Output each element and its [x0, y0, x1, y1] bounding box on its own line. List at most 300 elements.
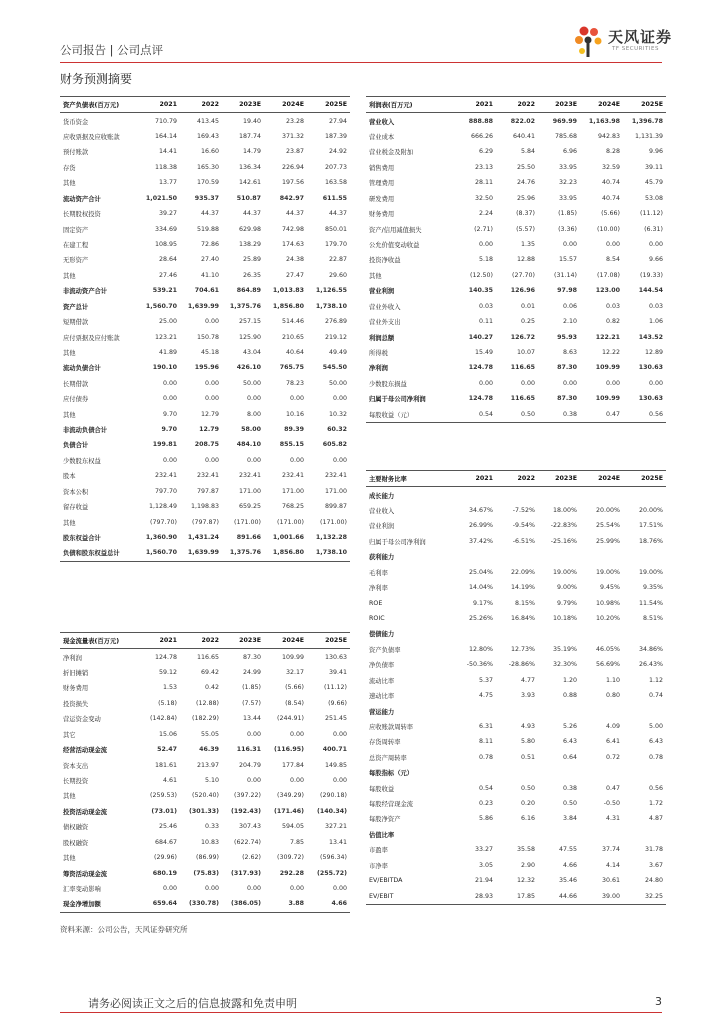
cell-value [623, 487, 666, 503]
table-row [366, 314, 666, 329]
cell-value: 8.63 [562, 348, 577, 356]
row-label: 财务费用 [63, 685, 89, 693]
cell-value: 307.43 [238, 823, 261, 831]
cell-value: 1,198.83 [190, 503, 219, 511]
cell-value: (397.22) [234, 792, 261, 800]
cell-value: 27.47 [285, 271, 304, 279]
table-row [60, 329, 350, 344]
cell-value: 0.00 [289, 730, 304, 738]
cell-value: 118.38 [154, 163, 177, 171]
cell-value: 24.80 [644, 877, 663, 885]
table-row [60, 484, 350, 499]
cell-value: 400.71 [322, 746, 347, 754]
cell-value: 1,360.90 [145, 534, 177, 542]
row-label: 资产负债率 [369, 646, 401, 654]
cell-value: 27.40 [200, 256, 219, 264]
table-row [60, 696, 350, 711]
cell-value: 0.00 [332, 395, 347, 403]
cell-value: 822.02 [510, 117, 535, 125]
row-label: 流动比率 [369, 677, 395, 685]
cell-value: 89.39 [284, 426, 304, 434]
table-row [60, 742, 350, 757]
disclaimer-text: 请务必阅读正文之后的信息披露和免责申明 [88, 997, 297, 1010]
table-row [366, 345, 666, 360]
table-row [366, 657, 666, 672]
cell-value: 1,132.28 [315, 534, 347, 542]
table-row [60, 237, 350, 252]
cell-value: 58.00 [241, 426, 261, 434]
cell-value: (11.12) [324, 684, 347, 692]
cell-value: 32.23 [558, 179, 577, 187]
cell-value: 24.92 [328, 148, 347, 156]
row-label: 每股收益（元） [366, 406, 456, 422]
cell-value: 187.74 [238, 133, 261, 141]
cell-value: (244.91) [277, 715, 304, 723]
cell-value: 4.31 [605, 815, 620, 823]
row-label: 少数股东权益 [63, 457, 101, 465]
cell-value: 164.14 [154, 133, 177, 141]
cell-value: (3.36) [558, 225, 577, 233]
cell-value: 426.10 [236, 364, 261, 372]
cell-value [538, 626, 580, 641]
cell-value: 4.09 [605, 722, 620, 730]
row-label: 财务费用 [369, 211, 395, 219]
cell-value: 8.15% [514, 599, 535, 607]
row-label: 筹资活动现金流 [63, 870, 108, 878]
cell-value: 1,021.50 [145, 194, 177, 202]
cell-value: 1,431.24 [187, 534, 219, 542]
cell-value: 150.78 [196, 333, 219, 341]
cell-value: 1,375.76 [229, 302, 261, 310]
cell-value: 232.41 [238, 472, 261, 480]
cell-value: 5.26 [562, 722, 577, 730]
cell-value: 23.28 [285, 117, 304, 125]
cell-value: 257.15 [238, 318, 261, 326]
row-label: 销售费用 [369, 164, 395, 172]
cell-value: (301.33) [188, 807, 219, 815]
section-group-row [366, 549, 666, 564]
cell-value: 640.41 [512, 133, 535, 141]
cell-value: 0.00 [246, 884, 261, 892]
cell-value: 25.46 [158, 823, 177, 831]
table-row [60, 314, 350, 329]
section-group-row [366, 765, 666, 780]
cell-value: 14.04% [468, 584, 493, 592]
cell-value: 25.54% [595, 522, 620, 530]
row-label: 应付票据及应付账款 [63, 334, 120, 342]
table-row [60, 345, 350, 360]
cell-value [496, 765, 538, 780]
cell-value: 14.41 [158, 148, 177, 156]
cell-value: 484.10 [236, 441, 261, 449]
row-label: 每股指标（元） [369, 770, 414, 778]
year-header: 2024E [264, 633, 307, 649]
cell-value: (27.70) [512, 271, 535, 279]
cell-value: 20.00% [638, 507, 663, 515]
cell-value: 25.96 [516, 194, 535, 202]
table-row [60, 252, 350, 267]
cell-value: 13.44 [242, 715, 261, 723]
cell-value: 888.88 [468, 117, 493, 125]
year-header: 2025E [623, 471, 666, 487]
cell-value: 0.00 [648, 241, 663, 248]
cell-value [496, 703, 538, 718]
table-row [60, 727, 350, 742]
cell-value: 680.19 [152, 869, 177, 877]
cell-value: 204.79 [238, 761, 261, 769]
cell-value: 25.26% [468, 615, 493, 622]
cell-value: 0.00 [289, 884, 304, 892]
table-row [366, 406, 666, 422]
table-row [60, 545, 350, 561]
year-header: 2021 [140, 97, 180, 113]
cell-value: 9.96 [648, 148, 663, 156]
cell-value: 327.21 [324, 823, 347, 831]
cell-value: 0.82 [605, 318, 620, 326]
row-label: 负债和股东权益总计 [60, 545, 140, 561]
row-label: 每股净资产 [369, 816, 401, 824]
cell-value: 942.83 [597, 133, 620, 141]
cell-value: 514.46 [281, 318, 304, 326]
cell-value: 0.00 [605, 379, 620, 387]
cell-value: 4.66 [562, 861, 577, 869]
cell-value: (5.66) [285, 684, 304, 692]
cell-value: 855.15 [279, 441, 304, 449]
cell-value: 109.99 [595, 364, 620, 372]
logo-text-en: TF SECURITIES [612, 46, 659, 52]
cell-value: 1,375.76 [222, 545, 264, 561]
cell-value: 545.50 [322, 364, 347, 372]
cell-value: 28.64 [158, 256, 177, 264]
cell-value: 44.37 [328, 210, 347, 218]
footer-divider [60, 1012, 662, 1013]
cell-value: (349.29) [277, 792, 304, 800]
cell-value: 8.00 [246, 410, 261, 418]
cell-value: 12.80% [468, 645, 493, 653]
cell-value: 123.00 [595, 287, 620, 295]
logo-text-cn: 天风证券 [608, 28, 673, 46]
table-row [60, 283, 350, 298]
cell-value: 1.10 [605, 676, 620, 684]
cell-value: 179.70 [324, 241, 347, 248]
cell-value: 0.78 [478, 753, 493, 761]
cell-value: 1,163.98 [588, 117, 620, 125]
table-row [60, 680, 350, 695]
cell-value: 0.33 [204, 823, 219, 831]
cell-value: 226.94 [281, 163, 304, 171]
cell-value: 4.66 [307, 896, 350, 912]
row-label: 营业外支出 [369, 319, 401, 327]
table-row [60, 757, 350, 772]
cell-value [456, 626, 496, 641]
row-label: 其它 [63, 731, 76, 739]
cell-value: 0.88 [562, 692, 577, 700]
cell-value: 3.67 [648, 861, 663, 869]
cell-value: 7.85 [289, 838, 304, 846]
cell-value: 1,001.66 [272, 534, 304, 542]
cell-value: (171.46) [273, 807, 304, 815]
cell-value: 169.43 [196, 133, 219, 141]
row-label: 偿债能力 [369, 631, 395, 639]
cell-value [496, 626, 538, 641]
row-label: 营业外收入 [369, 303, 401, 311]
cell-value: (73.01) [151, 807, 177, 815]
cell-value: 32.25 [623, 888, 666, 904]
cell-value: 0.11 [478, 318, 493, 326]
cell-value: 5.84 [520, 148, 535, 156]
cell-value: 0.00 [204, 395, 219, 403]
cell-value: 213.97 [196, 761, 219, 769]
cell-value: (2.71) [474, 225, 493, 233]
cell-value: 219.12 [324, 333, 347, 341]
cell-value [538, 765, 580, 780]
cell-value: 95.93 [557, 333, 577, 341]
cell-value: (5.18) [158, 699, 177, 707]
row-label: 长期投资 [63, 778, 89, 785]
cell-value: 197.56 [281, 179, 304, 187]
table-row [60, 391, 350, 406]
cell-value: 935.37 [194, 194, 219, 202]
cell-value: 41.89 [158, 348, 177, 356]
cell-value: 12.88 [516, 256, 535, 264]
cell-value: (116.95) [273, 746, 304, 754]
cell-value: 12.79 [200, 410, 219, 418]
table-row [60, 191, 350, 206]
cell-value: 4.14 [605, 861, 620, 869]
cell-value: 5.10 [204, 777, 219, 784]
cell-value: 0.00 [289, 456, 304, 464]
cell-value: (259.53) [150, 792, 177, 800]
cell-value: 0.00 [478, 241, 493, 248]
cell-value: 16.84% [510, 615, 535, 622]
cell-value: 97.98 [557, 287, 577, 295]
cell-value: (317.93) [230, 869, 261, 877]
cell-value: 25.99% [595, 537, 620, 545]
row-label: 其他 [63, 519, 76, 527]
cell-value: 1,639.99 [187, 302, 219, 310]
cell-value: 5.86 [478, 815, 493, 823]
cell-value: 10.32 [328, 410, 347, 418]
cell-value: 18.00% [552, 507, 577, 515]
table-row [366, 518, 666, 533]
cell-value: 12.32 [516, 877, 535, 885]
cell-value: 10.07 [516, 348, 535, 356]
table-row [60, 865, 350, 880]
cell-value: 52.47 [157, 746, 177, 754]
cell-value: 14.19% [510, 584, 535, 592]
table-row [366, 391, 666, 406]
row-label: 无形资产 [63, 257, 89, 265]
table-row [366, 642, 666, 657]
cell-value: 0.00 [562, 379, 577, 387]
cell-value: 9.00% [556, 584, 577, 592]
cell-value: 108.95 [154, 241, 177, 248]
cell-value [623, 827, 666, 842]
cell-value: 899.87 [324, 503, 347, 511]
cell-value: 116.31 [236, 746, 261, 754]
cell-value: 1,639.99 [180, 545, 222, 561]
cell-value: 0.56 [648, 784, 663, 792]
table-row [60, 468, 350, 483]
key-ratios-table [366, 470, 666, 905]
cell-value: 35.19% [552, 645, 577, 653]
cell-value: 850.01 [324, 225, 347, 233]
cell-value: 0.78 [648, 753, 663, 761]
cell-value: 41.10 [200, 271, 219, 279]
cell-value [456, 703, 496, 718]
row-label: 速动比率 [369, 693, 395, 701]
cell-value: 9.35% [642, 584, 663, 592]
table-row [60, 530, 350, 545]
row-label: 股东权益合计 [63, 535, 101, 543]
table-row [366, 160, 666, 175]
cell-value: 1.35 [520, 241, 535, 248]
table-row [60, 850, 350, 865]
cell-value: 0.56 [623, 406, 666, 422]
row-label: 其他 [63, 793, 76, 801]
cell-value: 124.78 [468, 395, 493, 403]
cell-value [456, 827, 496, 842]
year-header: 2023E [538, 97, 580, 113]
table-row [366, 221, 666, 236]
cell-value: 125.90 [238, 333, 261, 341]
cell-value: 32.17 [285, 669, 304, 677]
cell-value: 4.61 [162, 777, 177, 784]
cell-value: 0.00 [204, 379, 219, 387]
cell-value: 0.00 [520, 379, 535, 387]
row-label: 营业成本 [369, 134, 395, 142]
cell-value: 44.37 [285, 210, 304, 218]
cell-value: 32.59 [601, 163, 620, 171]
cell-value: 4.77 [520, 676, 535, 684]
row-label: 留存收益 [63, 504, 89, 512]
row-label: 所得税 [369, 349, 388, 357]
cell-value: 10.83 [200, 838, 219, 846]
cell-value: 334.69 [154, 225, 177, 233]
cell-value: 15.06 [158, 730, 177, 738]
cell-value: 1,738.10 [315, 302, 347, 310]
cell-value [496, 549, 538, 564]
cell-value: 171.00 [281, 487, 304, 495]
year-header: 2025E [307, 97, 350, 113]
cell-value: 0.03 [605, 302, 620, 310]
row-label: 投资活动现金流 [63, 808, 108, 816]
table-row [60, 113, 350, 129]
cell-value: 969.99 [552, 117, 577, 125]
year-header: 2023E [222, 97, 264, 113]
cell-value: 742.98 [281, 225, 304, 233]
row-label: 固定资产 [63, 226, 89, 234]
cell-value: 20.00% [595, 507, 620, 515]
table-row [366, 672, 666, 687]
cell-value: 0.00 [332, 456, 347, 464]
cell-value: 12.89 [644, 348, 663, 356]
row-label: 货币资金 [63, 118, 89, 126]
table-row [60, 711, 350, 726]
row-label: 营业税金及附加 [369, 149, 414, 157]
cell-value: 149.85 [324, 761, 347, 769]
cell-value: 45.18 [200, 348, 219, 356]
cell-value [580, 487, 623, 503]
cell-value: 25.89 [242, 256, 261, 264]
cell-value: (75.83) [193, 869, 219, 877]
cell-value: 232.41 [281, 472, 304, 480]
cell-value: 46.05% [595, 645, 620, 653]
cell-value: 142.61 [238, 179, 261, 187]
cell-value: 39.27 [158, 210, 177, 218]
row-label: 存货周转率 [369, 739, 401, 747]
cell-value: 210.65 [281, 333, 304, 341]
cell-value: (171.00) [320, 518, 347, 526]
row-label: 非流动资产合计 [63, 288, 108, 296]
cell-value: 510.87 [236, 194, 261, 202]
row-label: 成长能力 [369, 492, 395, 500]
row-label: 其他 [63, 349, 76, 357]
cell-value: 0.50 [496, 406, 538, 422]
cell-value: 1.53 [162, 684, 177, 692]
cell-value: 12.22 [601, 348, 620, 356]
cell-value: 53.08 [644, 194, 663, 202]
row-label: 营业利润 [369, 523, 395, 531]
cell-value: 611.55 [322, 194, 347, 202]
cell-value: 0.47 [580, 406, 623, 422]
table-row [60, 788, 350, 803]
table-row [60, 649, 350, 665]
table-row [366, 858, 666, 873]
table-row [366, 268, 666, 283]
table-header-row [366, 471, 666, 487]
cell-value: 25.50 [516, 163, 535, 171]
cell-value: -6.51% [512, 537, 535, 545]
cell-value: 0.54 [478, 784, 493, 792]
cell-value: 605.82 [322, 441, 347, 449]
row-label: 其他 [63, 855, 76, 863]
row-label: 资本公积 [63, 488, 89, 496]
cell-value: 26.43% [638, 661, 663, 669]
table-row [366, 329, 666, 344]
cell-value [580, 703, 623, 718]
cell-value: 0.00 [162, 379, 177, 387]
header-divider [60, 62, 662, 63]
cell-value: 34.67% [468, 507, 493, 515]
cell-value: 1,856.80 [272, 302, 304, 310]
table-row [60, 819, 350, 834]
year-header: 2021 [456, 97, 496, 113]
section-group-row [366, 703, 666, 718]
cell-value: 15.49 [474, 348, 493, 356]
row-label: 营运能力 [369, 708, 395, 716]
year-header: 2024E [264, 97, 307, 113]
cell-value: 659.25 [238, 503, 261, 511]
cell-value: 0.00 [605, 241, 620, 248]
cell-value: 539.21 [152, 287, 177, 295]
table-row [60, 881, 350, 896]
cell-value: 276.89 [324, 318, 347, 326]
cell-value: 40.74 [601, 179, 620, 187]
table-row [366, 237, 666, 252]
page-number: 3 [655, 995, 662, 1008]
cell-value [623, 626, 666, 641]
cell-value: (31.14) [554, 271, 577, 279]
row-label: 获利能力 [369, 554, 395, 562]
company-logo [572, 22, 692, 62]
cell-value: 35.46 [558, 877, 577, 885]
row-label: 现金净增加额 [60, 896, 140, 912]
cell-value: 0.50 [562, 800, 577, 808]
cell-value [580, 765, 623, 780]
cell-value: 33.95 [558, 163, 577, 171]
row-label: 其他 [63, 272, 76, 280]
